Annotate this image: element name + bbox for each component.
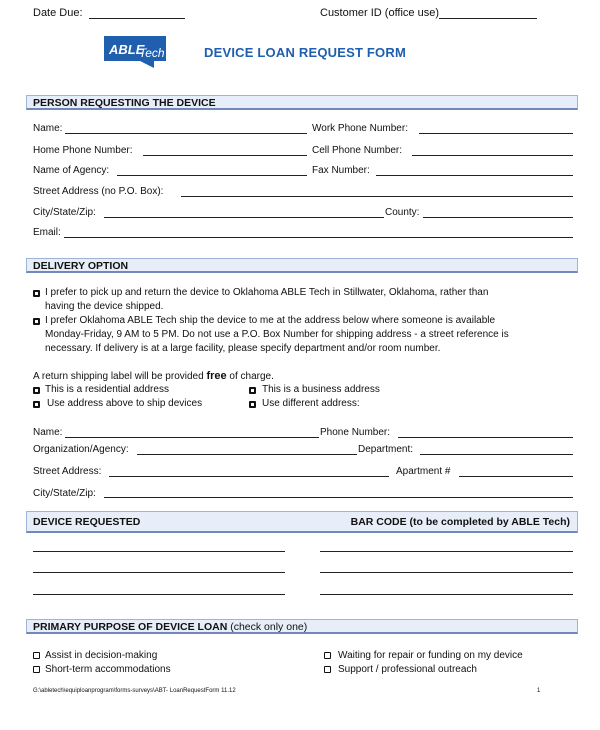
person-name-label: Name:	[33, 123, 63, 134]
use-above-checkbox[interactable]	[33, 401, 40, 408]
section-person-title: PERSON REQUESTING THE DEVICE	[33, 97, 216, 109]
purpose-title-text: PRIMARY PURPOSE OF DEVICE LOAN	[33, 621, 228, 633]
use-above-label: Use address above to ship devices	[47, 398, 203, 409]
county-label: County:	[385, 207, 420, 218]
pickup-checkbox[interactable]	[33, 290, 40, 297]
county-field[interactable]	[423, 217, 573, 218]
return-label-text	[33, 370, 274, 382]
footer-page-number: 1	[537, 688, 541, 694]
form-title: DEVICE LOAN REQUEST FORM	[204, 45, 406, 60]
date-due-field[interactable]	[89, 18, 185, 19]
email-field[interactable]	[64, 237, 573, 238]
home-phone-field[interactable]	[143, 155, 307, 156]
agency-label: Name of Agency:	[33, 165, 110, 176]
pickup-text-1: I prefer to pick up and return the device to Oklahoma ABLE Tech in Stillwater, Oklahoma, rather than	[45, 287, 489, 298]
barcode-line-3[interactable]	[320, 594, 573, 595]
section-person-header	[26, 95, 578, 110]
footer-path: G:\abletech\equiploanprogram\forms-surveys\ABT- LoanRequestForm 11.12	[33, 688, 236, 694]
short-term-label: Short-term accommodations	[45, 664, 171, 675]
ship-department-label: Department:	[358, 444, 414, 455]
ship-org-field[interactable]	[137, 454, 357, 455]
return-label-b: of charge.	[229, 371, 274, 382]
return-label-free: free	[206, 370, 227, 382]
device-line-1[interactable]	[33, 551, 285, 552]
customer-id-label: Customer ID (office use)	[320, 7, 440, 19]
section-delivery-title: DELIVERY OPTION	[33, 260, 129, 272]
ship-city-label: City/State/Zip:	[33, 488, 96, 499]
ship-name-field[interactable]	[65, 437, 319, 438]
waiting-label: Waiting for repair or funding on my device	[338, 650, 523, 661]
city-field[interactable]	[104, 217, 384, 218]
work-phone-label: Work Phone Number:	[312, 123, 408, 134]
use-different-label: Use different address:	[262, 398, 360, 409]
date-due-label: Date Due:	[33, 7, 83, 19]
section-device-header	[26, 511, 578, 533]
cell-phone-label: Cell Phone Number:	[312, 145, 403, 156]
ship-apartment-label: Apartment #	[396, 466, 451, 477]
assist-checkbox[interactable]	[33, 652, 40, 659]
section-purpose-header	[26, 619, 578, 634]
customer-id-field[interactable]	[439, 18, 537, 19]
ship-text-3: necessary. If delivery is at a large facility, please specify department and/or room number.	[45, 343, 441, 354]
ship-checkbox[interactable]	[33, 318, 40, 325]
section-barcode-title: BAR CODE (to be completed by ABLE Tech)	[350, 516, 570, 528]
ship-city-field[interactable]	[104, 497, 573, 498]
logo-able-text: ABLE	[109, 42, 145, 57]
business-checkbox[interactable]	[249, 387, 256, 394]
ship-street-label: Street Address:	[33, 466, 102, 477]
ship-apartment-field[interactable]	[459, 476, 573, 477]
ship-department-field[interactable]	[420, 454, 573, 455]
business-label: This is a business address	[262, 384, 380, 395]
purpose-note-text: (check only one)	[230, 621, 308, 633]
ship-name-label: Name:	[33, 427, 63, 438]
city-label: City/State/Zip:	[33, 207, 96, 218]
home-phone-label: Home Phone Number:	[33, 145, 133, 156]
ship-text-2: Monday-Friday, 9 AM to 5 PM. Do not use a P.O. Box Number for shipping address - a street reference is	[45, 329, 509, 340]
use-different-checkbox[interactable]	[249, 401, 256, 408]
email-label: Email:	[33, 227, 61, 238]
cell-phone-field[interactable]	[412, 155, 573, 156]
fax-label: Fax Number:	[312, 165, 370, 176]
barcode-line-1[interactable]	[320, 551, 573, 552]
able-tech-logo	[102, 35, 168, 69]
support-checkbox[interactable]	[324, 666, 331, 673]
barcode-line-2[interactable]	[320, 572, 573, 573]
residential-checkbox[interactable]	[33, 387, 40, 394]
residential-label: This is a residential address	[45, 384, 169, 395]
fax-field[interactable]	[376, 175, 573, 176]
support-label: Support / professional outreach	[338, 664, 477, 675]
pickup-text-2: having the device shipped.	[45, 301, 164, 312]
ship-org-label: Organization/Agency:	[33, 444, 129, 455]
street-field[interactable]	[181, 196, 573, 197]
device-line-2[interactable]	[33, 572, 285, 573]
person-name-field[interactable]	[65, 133, 307, 134]
logo-tech-text: Tech	[139, 46, 165, 60]
return-label-a: A return shipping label will be provided	[33, 371, 204, 382]
assist-label: Assist in decision-making	[45, 650, 158, 661]
ship-text-1: I prefer Oklahoma ABLE Tech ship the device to me at the address below where someone is available	[45, 315, 496, 326]
section-purpose-title	[33, 621, 307, 633]
waiting-checkbox[interactable]	[324, 652, 331, 659]
section-device-title: DEVICE REQUESTED	[33, 516, 141, 528]
ship-phone-field[interactable]	[398, 437, 573, 438]
street-label: Street Address (no P.O. Box):	[33, 186, 164, 197]
section-delivery-header	[26, 258, 578, 273]
device-line-3[interactable]	[33, 594, 285, 595]
agency-field[interactable]	[117, 175, 307, 176]
work-phone-field[interactable]	[419, 133, 573, 134]
ship-street-field[interactable]	[109, 476, 389, 477]
ship-phone-label: Phone Number:	[320, 427, 391, 438]
short-term-checkbox[interactable]	[33, 666, 40, 673]
